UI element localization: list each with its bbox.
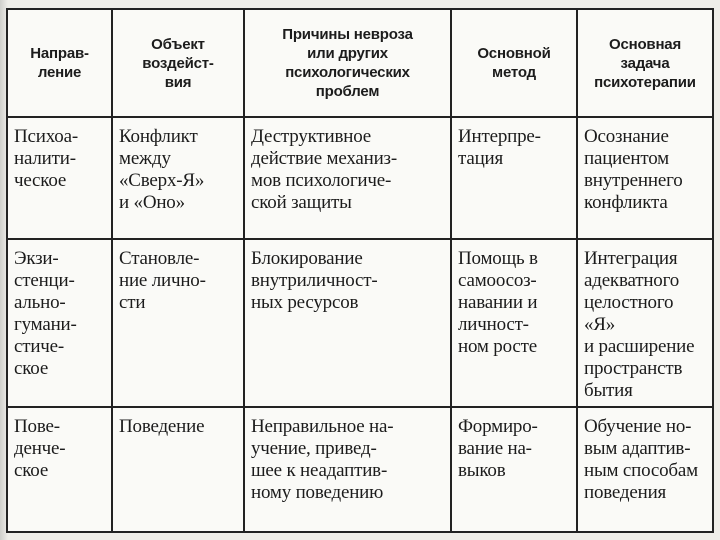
header-method: Основной метод bbox=[451, 9, 577, 117]
cell-object: Становле- ние лично- сти bbox=[112, 239, 244, 407]
cell-cause: Деструктивное действие механиз- мов психологиче- ской защиты bbox=[244, 117, 451, 239]
psychotherapy-comparison-table bbox=[6, 8, 714, 533]
cell-direction: Пове- денче- ское bbox=[7, 407, 112, 532]
cell-cause: Блокирование внутриличност- ных ресурсов bbox=[244, 239, 451, 407]
cell-method: Помощь в самоосоз- навании и личност- ном росте bbox=[451, 239, 577, 407]
cell-direction: Экзи- стенци- ально- гумани- стиче- ское bbox=[7, 239, 112, 407]
table-row bbox=[7, 239, 713, 407]
table-header-row bbox=[7, 9, 713, 117]
header-direction: Направ- ление bbox=[7, 9, 112, 117]
header-task: Основная задача психотерапии bbox=[577, 9, 713, 117]
header-cause: Причины невроза или других психологических проблем bbox=[244, 9, 451, 117]
header-object: Объект воздейст- вия bbox=[112, 9, 244, 117]
table-row bbox=[7, 117, 713, 239]
cell-object: Поведение bbox=[112, 407, 244, 532]
table-row bbox=[7, 407, 713, 532]
cell-method: Интерпре- тация bbox=[451, 117, 577, 239]
cell-task: Обучение но- вым адаптив- ным способам поведения bbox=[577, 407, 713, 532]
cell-method: Формиро- вание на- выков bbox=[451, 407, 577, 532]
cell-task: Осознание пациентом внутреннего конфликта bbox=[577, 117, 713, 239]
cell-cause: Неправильное на- учение, привед- шее к неадаптив- ному поведению bbox=[244, 407, 451, 532]
cell-task: Интеграция адекватного целостного «Я» и расширение пространств бытия bbox=[577, 239, 713, 407]
cell-object: Конфликт между «Сверх-Я» и «Оно» bbox=[112, 117, 244, 239]
cell-direction: Психоа- налити- ческое bbox=[7, 117, 112, 239]
